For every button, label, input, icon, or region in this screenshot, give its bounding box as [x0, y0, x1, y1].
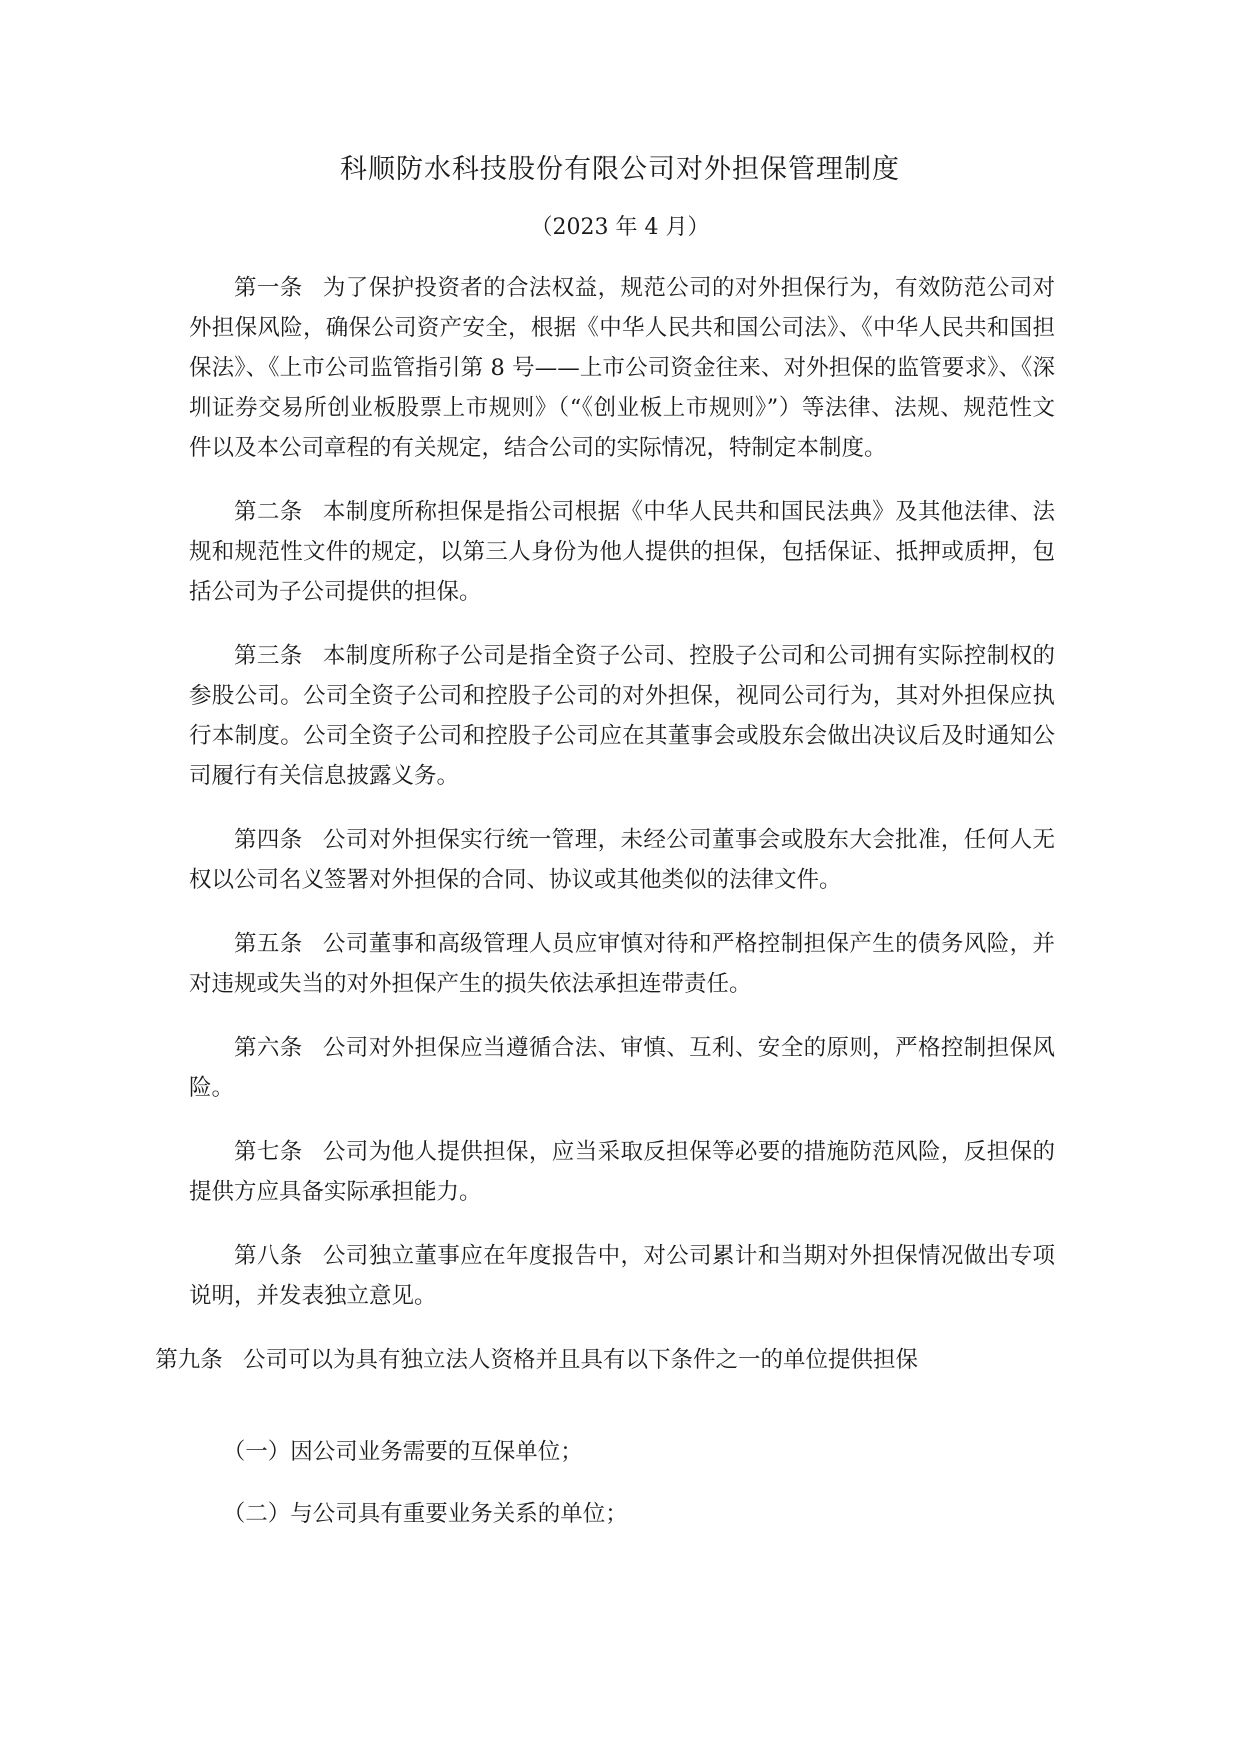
article-3: [189, 636, 1055, 796]
article-2: [189, 492, 1055, 612]
article-number: 第八条: [234, 1243, 303, 1269]
article-text: 公司可以为具有独立法人资格并且具有以下条件之一的单位提供担保: [243, 1347, 919, 1373]
article-text: 公司独立董事应在年度报告中，对公司累计和当期对外担保情况做出专项说明，并发表独立意见。: [189, 1243, 1055, 1309]
article-7: [189, 1132, 1055, 1212]
article-5: [189, 924, 1055, 1004]
article-text: 公司董事和高级管理人员应审慎对待和严格控制担保产生的债务风险，并对违规或失当的对外担保产生的损失依法承担连带责任。: [189, 931, 1055, 997]
article-text: 本制度所称担保是指公司根据《中华人民共和国民法典》及其他法律、法规和规范性文件的规定，以第三人身份为他人提供的担保，包括保证、抵押或质押，包括公司为子公司提供的担保。: [189, 499, 1055, 605]
article-number: 第四条: [234, 827, 303, 853]
article-8: [189, 1236, 1055, 1316]
document-body: [155, 268, 1055, 1556]
article-text: 公司为他人提供担保，应当采取反担保等必要的措施防范风险，反担保的提供方应具备实际承担能力。: [189, 1139, 1055, 1205]
article-number: 第六条: [234, 1035, 303, 1061]
article-number: 第五条: [234, 931, 303, 957]
article-4: [189, 820, 1055, 900]
article-6: [189, 1028, 1055, 1108]
list-item: （二）与公司具有重要业务关系的单位；: [222, 1501, 628, 1527]
article-number: 第三条: [234, 643, 303, 669]
article-text: 公司对外担保实行统一管理，未经公司董事会或股东大会批准，任何人无权以公司名义签署对外担保的合同、协议或其他类似的法律文件。: [189, 827, 1055, 893]
article-number: 第二条: [234, 499, 303, 525]
document-date: （2023 年 4 月）: [530, 215, 710, 240]
article-text: 公司对外担保应当遵循合法、审慎、互利、安全的原则，严格控制担保风险。: [189, 1035, 1055, 1101]
article-number: 第七条: [234, 1139, 303, 1165]
condition-list: [189, 1432, 1055, 1534]
document-title: 科顺防水科技股份有限公司对外担保管理制度: [340, 154, 900, 185]
list-item: （一）因公司业务需要的互保单位；: [222, 1439, 583, 1465]
article-text: 为了保护投资者的合法权益，规范公司的对外担保行为，有效防范公司对外担保风险，确保公司资产安全，根据《中华人民共和国公司法》、《中华人民共和国担保法》、《上市公司监管指引第 8 号——上市公司资金往来、对外担保的监管要求》、《深圳证券交易所创业板股票上市规则》（“《创业板上市规则》”）等法律、法规、规范性文件以及本公司章程的有关规定，结合公司的实际情况，特制定本制度。: [189, 275, 1055, 461]
article-text: 本制度所称子公司是指全资子公司、控股子公司和公司拥有实际控制权的参股公司。公司全资子公司和控股子公司的对外担保，视同公司行为，其对外担保应执行本制度。公司全资子公司和控股子公司应在其董事会或股东会做出决议后及时通知公司履行有关信息披露义务。: [189, 643, 1055, 789]
article-9: [155, 1340, 1065, 1380]
article-number: 第九条: [155, 1347, 223, 1373]
article-number: 第一条: [234, 275, 303, 301]
article-1: [189, 268, 1055, 468]
